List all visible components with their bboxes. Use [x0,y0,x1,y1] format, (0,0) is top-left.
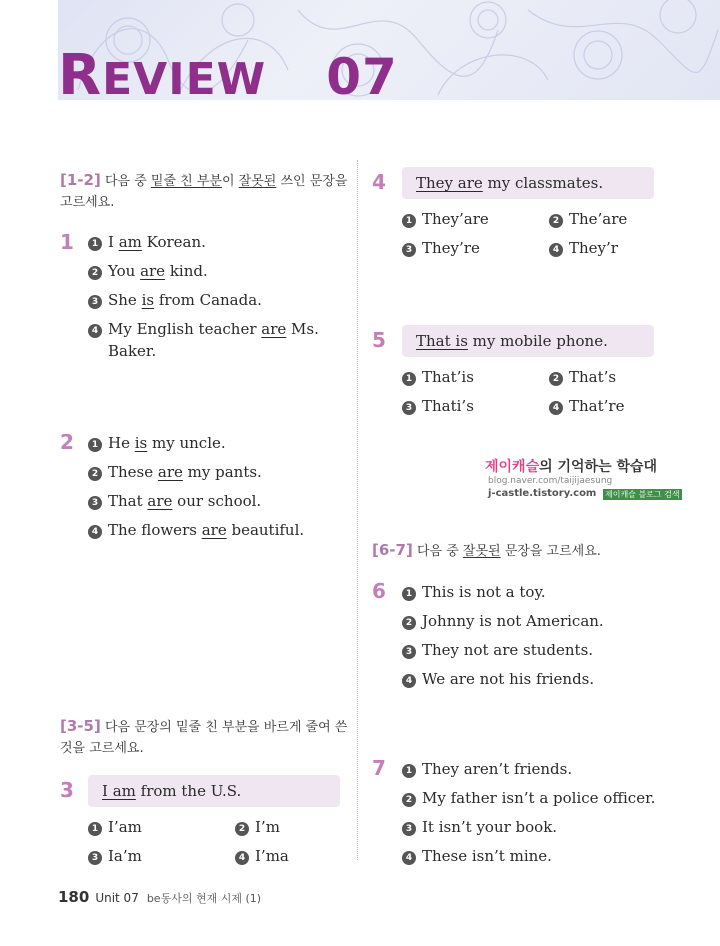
page-number: 180 [58,888,90,906]
q4-option-1[interactable]: 1 They’are [402,208,489,230]
q1-option-2[interactable]: 2 You are kind. [88,260,208,282]
q5-option-2[interactable]: 2 That’s [549,366,616,388]
q1-option-3[interactable]: 3 She is from Canada. [88,289,262,311]
q5-sentence-box: That is my mobile phone. [402,325,654,357]
q2-option-2[interactable]: 2 These are my pants. [88,461,262,483]
question-6-number: 6 [372,579,386,603]
question-4-number: 4 [372,170,386,194]
question-3-number: 3 [60,778,74,802]
page-footer [58,888,261,906]
title-rest: EVIEW [102,54,267,105]
q3-option-4[interactable]: 4 I’ma [235,845,289,867]
q7-option-4[interactable]: 4 These isn’t mine. [402,845,552,867]
instruction-range: [6-7] [372,541,413,559]
q4-option-3[interactable]: 3 They’re [402,237,480,259]
q1-option-1[interactable]: 1 I am Korean. [88,231,206,253]
title-first-letter: R [58,43,103,108]
instruction-6-7: [6-7] 다음 중 잘못된 문장을 고르세요. [372,541,601,559]
page-title [58,43,398,108]
question-7-number: 7 [372,756,386,780]
q6-option-1[interactable]: 1 This is not a toy. [402,581,546,603]
q6-option-2[interactable]: 2 Johnny is not American. [402,610,604,632]
instruction-3-5: [3-5] 다음 문장의 밑줄 친 부분을 바르게 줄여 쓴 것을 고르세요. [60,717,348,756]
instruction-range: [3-5] [60,717,101,735]
q5-option-3[interactable]: 3 Thati’s [402,395,474,417]
watermark-stamp: 제이캐슬의 기억하는 학습대 blog.naver.com/taijijaesung j-castle.tistory.com 제이캐슬 블로그 검색 [485,456,670,502]
q5-option-4[interactable]: 4 That’re [549,395,624,417]
q7-option-3[interactable]: 3 It isn’t your book. [402,816,557,838]
q4-sentence-box: They are my classmates. [402,167,654,199]
q6-option-3[interactable]: 3 They not are students. [402,639,593,661]
q7-option-2[interactable]: 2 My father isn’t a police officer. [402,787,655,809]
q2-option-4[interactable]: 4 The flowers are beautiful. [88,519,304,541]
q2-option-3[interactable]: 3 That are our school. [88,490,261,512]
column-divider [357,160,358,860]
q7-option-1[interactable]: 1 They aren’t friends. [402,758,572,780]
q2-option-1[interactable]: 1 He is my uncle. [88,432,226,454]
q3-sentence-box: I am from the U.S. [88,775,340,807]
q6-option-4[interactable]: 4 We are not his friends. [402,668,594,690]
title-number: 07 [326,48,398,106]
unit-subtitle: be동사의 현재 시제 (1) [146,892,262,905]
q4-option-4[interactable]: 4 They’r [549,237,618,259]
q3-option-3[interactable]: 3 Ia’m [88,845,142,867]
q1-option-4[interactable]: 4 My English teacher are Ms. Baker. [88,318,319,362]
question-2-number: 2 [60,430,74,454]
q3-option-2[interactable]: 2 I’m [235,816,280,838]
instruction-range: [1-2] [60,171,101,189]
question-1-number: 1 [60,230,74,254]
q3-option-1[interactable]: 1 I’am [88,816,142,838]
instruction-1-2: [1-2] 다음 중 밑줄 친 부분이 잘못된 쓰인 문장을 고르세요. [60,171,348,210]
q4-option-2[interactable]: 2 The’are [549,208,627,230]
unit-label: Unit 07 [95,891,139,905]
question-5-number: 5 [372,328,386,352]
q5-option-1[interactable]: 1 That’is [402,366,474,388]
